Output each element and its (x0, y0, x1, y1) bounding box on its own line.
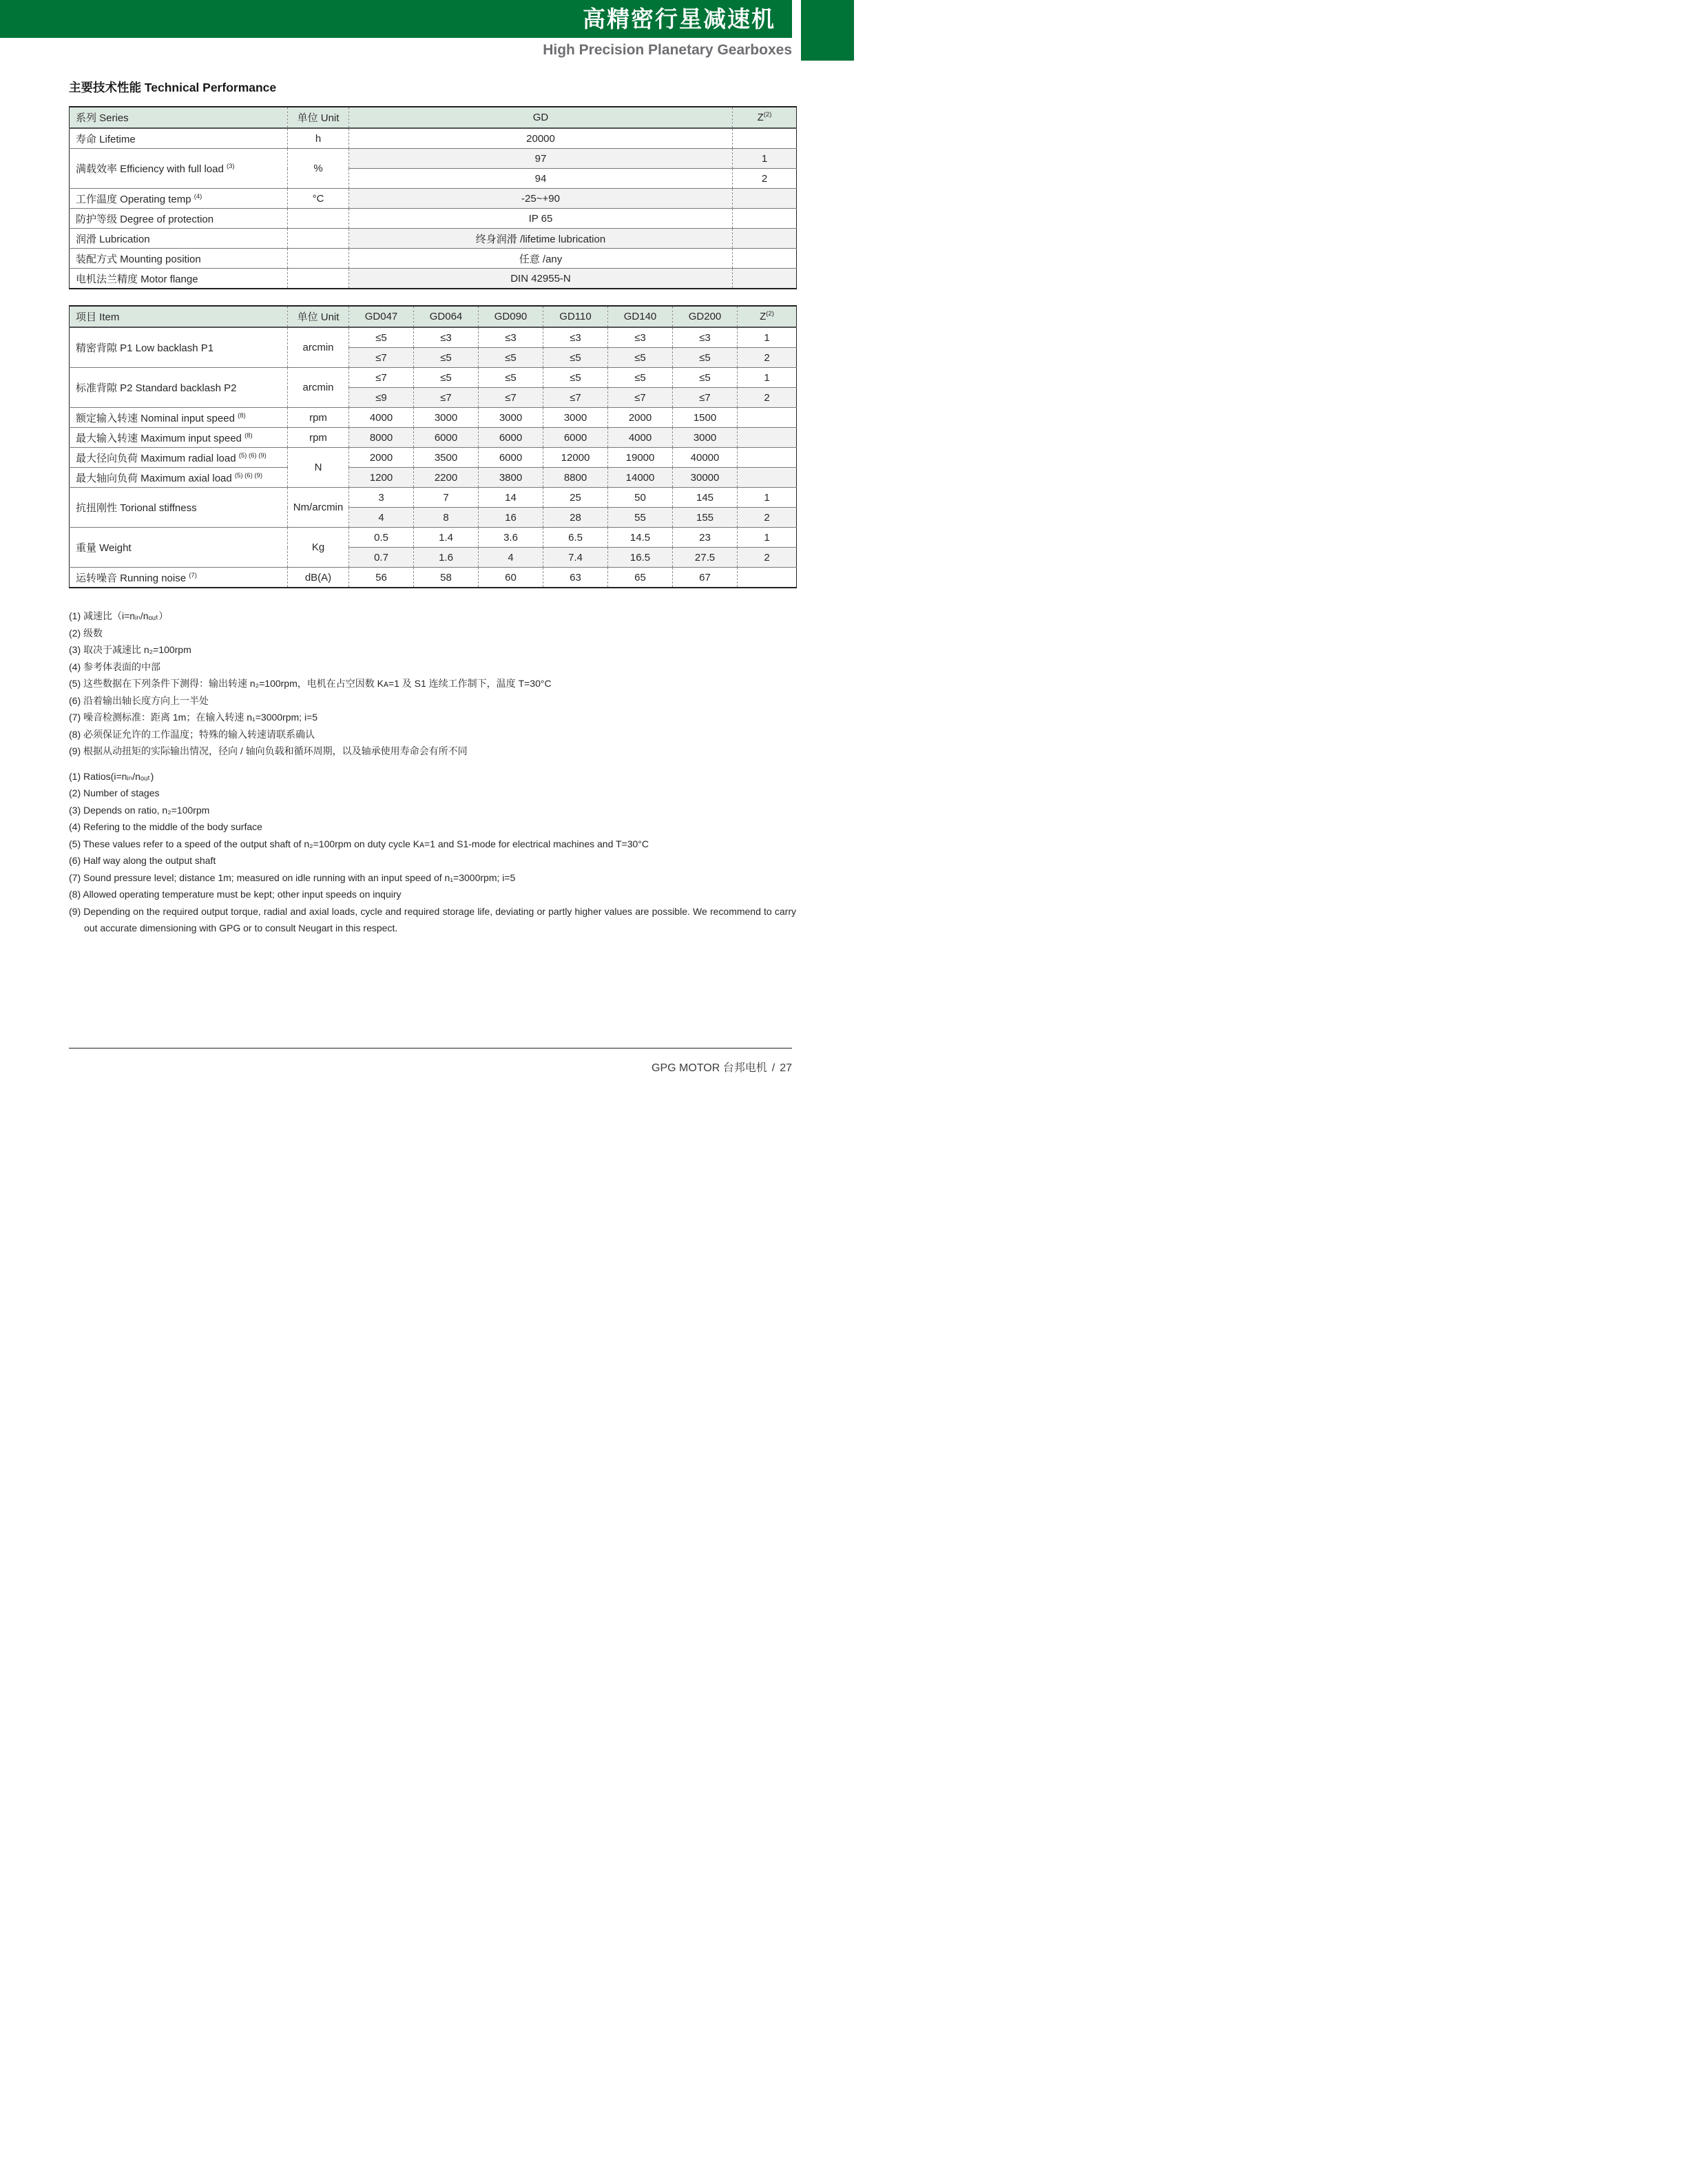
footnote-ref: (2) (766, 310, 774, 318)
footer-separator: / (771, 1062, 775, 1074)
table-header-row (70, 107, 797, 128)
t2-stiffness-s2-gd047: 4 (349, 508, 414, 528)
t2-axial-load-label: 最大轴向负荷 Maximum axial load $^{(5) (6) (9)}$ (70, 468, 288, 488)
note-zh-6: (6) 沿着输出轴长度方向上一半处 (69, 694, 209, 706)
t2-low-backlash-s2-gd200: ≤5 (673, 348, 738, 368)
t2-stiffness-s1-gd140: 50 (608, 488, 673, 508)
t1-mounting-label: 装配方式 Mounting position (70, 249, 288, 269)
footnote-ref: (8) (238, 411, 246, 420)
t1-motor-flange-unit (288, 269, 349, 289)
table-row (70, 189, 797, 209)
t2-running-noise-gd090: 60 (479, 568, 543, 588)
t1-mounting-unit (288, 249, 349, 269)
footnotes-chinese (69, 608, 796, 760)
table-row (70, 269, 797, 289)
footnote-ref: (8) (244, 431, 253, 440)
table-row (70, 149, 797, 169)
header-banner (0, 0, 792, 38)
footnotes-english (69, 768, 796, 937)
t1-lubrication-label: 润滑 Lubrication (70, 229, 288, 249)
note-en-8: (8) Allowed operating temperature must be kept; other input speeds on inquiry (69, 889, 402, 900)
t2-weight-s2-gd200: 27.5 (673, 548, 738, 568)
t2-weight-s1-gd090: 3.6 (479, 528, 543, 548)
note-zh-9: (9) 根据从动扭矩的实际输出情况，径向 / 轴向负载和循环周期，以及轴承使用寿命会有所不同 (69, 745, 468, 756)
column-header-gd140: GD140 (608, 306, 673, 327)
table-row (70, 128, 797, 149)
t2-radial-load-gd200: 40000 (673, 448, 738, 468)
column-header-z: $Z^{(2)}$ (738, 306, 797, 327)
t2-nominal-speed-z (738, 408, 797, 428)
t2-std-backlash-label: 标准背隙 P2 Standard backlash P2 (70, 368, 288, 408)
t2-low-backlash-label: 精密背隙 P1 Low backlash P1 (70, 327, 288, 368)
t2-stiffness-s2-gd200: 155 (673, 508, 738, 528)
t1-lifetime-unit: h (288, 128, 349, 149)
t2-std-backlash-s2-gd064: ≤7 (414, 388, 479, 408)
t2-max-speed-label: 最大输入转速 Maximum input speed $^{(8)}$ (70, 428, 288, 448)
table-row (70, 428, 797, 448)
t2-stiffness-unit: Nm/arcmin (288, 488, 349, 528)
t2-low-backlash-s1-gd064: ≤3 (414, 327, 479, 348)
note-en-5: (5) These values refer to a speed of the output shaft of n₂=100rpm on duty cycle Kᴀ=1 and S1-mode for electrical machines and T=30°C (69, 838, 649, 849)
footnote-ref: (5) (6) (9) (234, 471, 263, 479)
footnote-ref: (2) (763, 111, 772, 118)
footnotes (69, 608, 796, 937)
t2-std-backlash-s2-gd140: ≤7 (608, 388, 673, 408)
t2-weight-s1-gd200: 23 (673, 528, 738, 548)
footnote-ref: (5) (6) (9) (238, 451, 267, 459)
t2-load-unit: N (288, 448, 349, 488)
table-header-row (70, 306, 797, 327)
t1-lifetime-z (733, 128, 797, 149)
t2-stiffness-s2-z: 2 (738, 508, 797, 528)
column-header-gd200: GD200 (673, 306, 738, 327)
t2-running-noise-gd064: 58 (414, 568, 479, 588)
t2-low-backlash-unit: arcmin (288, 327, 349, 368)
table-row (70, 468, 797, 488)
table-row (70, 368, 797, 388)
model-items-table (69, 305, 797, 588)
t2-max-speed-z (738, 428, 797, 448)
note-zh-3: (3) 取决于减速比 n₂=100rpm (69, 644, 191, 655)
t2-weight-unit: Kg (288, 528, 349, 568)
t2-radial-load-gd110: 12000 (543, 448, 608, 468)
t1-lubrication-unit (288, 229, 349, 249)
t1-motor-flange-value: DIN 42955-N (349, 269, 733, 289)
t2-radial-load-label: 最大径向负荷 Maximum radial load $^{(5) (6) (9)}$ (70, 448, 288, 468)
t2-stiffness-s2-gd090: 16 (479, 508, 543, 528)
series-performance-table (69, 106, 797, 289)
note-zh-7: (7) 噪音检测标准：距离 1m；在输入转速 n₁=3000rpm; i=5 (69, 712, 318, 723)
column-header-item: 项目 Item (70, 306, 288, 327)
footer (69, 1059, 792, 1075)
column-header-unit: 单位 Unit (288, 107, 349, 128)
section-title: 主要技术性能 Technical Performance (69, 81, 277, 94)
t2-low-backlash-s1-gd140: ≤3 (608, 327, 673, 348)
t2-stiffness-s1-gd110: 25 (543, 488, 608, 508)
t2-max-speed-gd047: 8000 (349, 428, 414, 448)
table-row (70, 488, 797, 508)
table-row (70, 249, 797, 269)
t2-low-backlash-s2-gd140: ≤5 (608, 348, 673, 368)
table-row (70, 209, 797, 229)
t2-std-backlash-s2-gd047: ≤9 (349, 388, 414, 408)
t2-radial-load-gd047: 2000 (349, 448, 414, 468)
column-header-gd: GD (349, 107, 733, 128)
header-green-block (801, 0, 854, 61)
note-zh-2: (2) 级数 (69, 627, 103, 639)
t2-std-backlash-s1-z: 1 (738, 368, 797, 388)
t2-stiffness-s2-gd140: 55 (608, 508, 673, 528)
t2-std-backlash-s1-gd064: ≤5 (414, 368, 479, 388)
t2-running-noise-gd200: 67 (673, 568, 738, 588)
t2-radial-load-gd064: 3500 (414, 448, 479, 468)
t2-stiffness-s1-z: 1 (738, 488, 797, 508)
t1-operating-temp-value: -25~+90 (349, 189, 733, 209)
note-zh-5: (5) 这些数据在下列条件下测得：输出转速 n₂=100rpm，电机在占空因数 Kᴀ=1 及 S1 连续工作制下，温度 T=30°C (69, 678, 552, 689)
t2-stiffness-s1-gd064: 7 (414, 488, 479, 508)
note-en-1: (1) Ratios(i=nᵢₙ/nₒᵤₜ) (69, 770, 154, 782)
t1-lifetime-value: 20000 (349, 128, 733, 149)
t2-low-backlash-s1-gd090: ≤3 (479, 327, 543, 348)
column-header-z: $Z^{(2)}$ (733, 107, 797, 128)
t1-lubrication-z (733, 229, 797, 249)
column-header-unit: 单位 Unit (288, 306, 349, 327)
t2-std-backlash-s2-gd090: ≤7 (479, 388, 543, 408)
note-en-7: (7) Sound pressure level; distance 1m; measured on idle running with an input speed of n₁=3000rpm; i=5 (69, 871, 516, 883)
t2-running-noise-unit: dB(A) (288, 568, 349, 588)
t1-operating-temp-label: 工作温度 Operating temp $^{(4)}$ (70, 189, 288, 209)
t2-stiffness-label: 抗扭刚性 Torional stiffness (70, 488, 288, 528)
t2-weight-s1-gd047: 0.5 (349, 528, 414, 548)
t1-efficiency-z1: 1 (733, 149, 797, 169)
table-row (70, 448, 797, 468)
t1-efficiency-z2: 2 (733, 169, 797, 189)
t2-low-backlash-s2-gd064: ≤5 (414, 348, 479, 368)
t2-radial-load-gd090: 6000 (479, 448, 543, 468)
t1-protection-z (733, 209, 797, 229)
t2-radial-load-z (738, 448, 797, 468)
page-subtitle-en: High Precision Planetary Gearboxes (543, 42, 792, 58)
column-header-gd090: GD090 (479, 306, 543, 327)
t1-motor-flange-z (733, 269, 797, 289)
t1-mounting-value: 任意 /any (349, 249, 733, 269)
note-zh-8: (8) 必须保证允许的工作温度；特殊的输入转速请联系确认 (69, 728, 315, 740)
footnote-ref: (4) (194, 192, 202, 200)
t2-stiffness-s1-gd047: 3 (349, 488, 414, 508)
t1-efficiency-unit: % (288, 149, 349, 189)
t2-running-noise-gd110: 63 (543, 568, 608, 588)
t2-max-speed-gd200: 3000 (673, 428, 738, 448)
note-en-6: (6) Half way along the output shaft (69, 855, 216, 866)
t2-stiffness-s2-gd064: 8 (414, 508, 479, 528)
column-header-series: 系列 Series (70, 107, 288, 128)
table-row (70, 229, 797, 249)
t2-weight-s2-z: 2 (738, 548, 797, 568)
t2-running-noise-label: 运转噪音 Running noise $^{(7)}$ (76, 571, 197, 584)
t2-std-backlash-s2-z: 2 (738, 388, 797, 408)
t1-mounting-z (733, 249, 797, 269)
note-en-9: (9) Depending on the required output torque, radial and axial loads, cycle and required storage life, deviating or partly higher values are possible. We recommend to carry out accurate dimensioning with GPG or to consult Neugart in this respect. (69, 905, 796, 933)
t2-std-backlash-s1-gd200: ≤5 (673, 368, 738, 388)
column-header-gd047: GD047 (349, 306, 414, 327)
t2-nominal-speed-gd064: 3000 (414, 408, 479, 428)
t2-low-backlash-s1-z: 1 (738, 327, 797, 348)
table-row (70, 408, 797, 428)
t2-max-speed-gd140: 4000 (608, 428, 673, 448)
t2-std-backlash-s1-gd047: ≤7 (349, 368, 414, 388)
t1-lifetime-label: 寿命 Lifetime (70, 128, 288, 149)
t2-max-speed-gd110: 6000 (543, 428, 608, 448)
t2-running-noise-gd047: 56 (349, 568, 414, 588)
t2-nominal-speed-gd200: 1500 (673, 408, 738, 428)
t1-operating-temp-unit: °C (288, 189, 349, 209)
t1-efficiency-value-1stage: 97 (349, 149, 733, 169)
t2-weight-s2-gd110: 7.4 (543, 548, 608, 568)
t2-low-backlash-s1-gd200: ≤3 (673, 327, 738, 348)
t2-nominal-speed-unit: rpm (288, 408, 349, 428)
t2-weight-label: 重量 Weight (70, 528, 288, 568)
t2-nominal-speed-gd110: 3000 (543, 408, 608, 428)
note-zh-1: (1) 减速比（i=nᵢₙ/nₒᵤₜ） (69, 610, 169, 621)
t1-protection-label: 防护等级 Degree of protection (70, 209, 288, 229)
t2-running-noise-z (738, 568, 797, 588)
table-row (70, 327, 797, 348)
t2-low-backlash-s1-gd110: ≤3 (543, 327, 608, 348)
footnote-ref: (7) (189, 571, 197, 579)
t1-efficiency-label: 满载效率 Efficiency with full load $^{(3)}$ (70, 149, 288, 189)
table-row (70, 568, 797, 588)
footnote-ref: (3) (226, 163, 235, 170)
t2-std-backlash-s2-gd110: ≤7 (543, 388, 608, 408)
t2-weight-s1-gd064: 1.4 (414, 528, 479, 548)
t2-stiffness-s1-gd090: 14 (479, 488, 543, 508)
t2-nominal-speed-gd140: 2000 (608, 408, 673, 428)
footer-page-number: 27 (780, 1062, 792, 1074)
t2-weight-s2-gd140: 16.5 (608, 548, 673, 568)
t2-weight-s2-gd090: 4 (479, 548, 543, 568)
t2-std-backlash-s1-gd090: ≤5 (479, 368, 543, 388)
t1-motor-flange-label: 电机法兰精度 Motor flange (76, 273, 198, 285)
t2-radial-load-gd140: 19000 (608, 448, 673, 468)
t1-lubrication-value: 终身润滑 /lifetime lubrication (349, 229, 733, 249)
t2-stiffness-s1-gd200: 145 (673, 488, 738, 508)
t2-weight-s1-gd110: 6.5 (543, 528, 608, 548)
t2-axial-load-gd047: 1200 (349, 468, 414, 488)
t2-axial-load-gd110: 8800 (543, 468, 608, 488)
note-zh-4: (4) 参考体表面的中部 (69, 661, 160, 672)
t2-std-backlash-s1-gd110: ≤5 (543, 368, 608, 388)
t2-axial-load-gd090: 3800 (479, 468, 543, 488)
column-header-gd064: GD064 (414, 306, 479, 327)
t2-max-speed-unit: rpm (288, 428, 349, 448)
t2-max-speed-gd064: 6000 (414, 428, 479, 448)
t2-low-backlash-s2-gd090: ≤5 (479, 348, 543, 368)
t2-axial-load-z (738, 468, 797, 488)
t2-nominal-speed-gd090: 3000 (479, 408, 543, 428)
t2-axial-load-gd064: 2200 (414, 468, 479, 488)
t2-axial-load-gd140: 14000 (608, 468, 673, 488)
t1-efficiency-value-2stage: 94 (349, 169, 733, 189)
t2-axial-load-gd200: 30000 (673, 468, 738, 488)
t1-protection-unit (288, 209, 349, 229)
column-header-gd110: GD110 (543, 306, 608, 327)
t2-weight-s1-gd140: 14.5 (608, 528, 673, 548)
t2-max-speed-gd090: 6000 (479, 428, 543, 448)
t2-std-backlash-unit: arcmin (288, 368, 349, 408)
t2-nominal-speed-gd047: 4000 (349, 408, 414, 428)
t2-low-backlash-s2-gd110: ≤5 (543, 348, 608, 368)
t2-weight-s2-gd064: 1.6 (414, 548, 479, 568)
footer-brand: GPG MOTOR 台邦电机 (652, 1062, 767, 1074)
note-en-3: (3) Depends on ratio, n₂=100rpm (69, 804, 210, 816)
note-en-4: (4) Refering to the middle of the body surface (69, 821, 262, 832)
table-row (70, 528, 797, 548)
t1-protection-value: IP 65 (349, 209, 733, 229)
note-en-2: (2) Number of stages (69, 787, 160, 798)
t1-operating-temp-z (733, 189, 797, 209)
t2-nominal-speed-label: 额定输入转速 Nominal input speed $^{(8)}$ (70, 408, 288, 428)
t2-running-noise-gd140: 65 (608, 568, 673, 588)
t2-weight-s1-z: 1 (738, 528, 797, 548)
t2-std-backlash-s1-gd140: ≤5 (608, 368, 673, 388)
t2-weight-s2-gd047: 0.7 (349, 548, 414, 568)
t2-stiffness-s2-gd110: 28 (543, 508, 608, 528)
t2-low-backlash-s1-gd047: ≤5 (349, 327, 414, 348)
t2-low-backlash-s2-z: 2 (738, 348, 797, 368)
t2-low-backlash-s2-gd047: ≤7 (349, 348, 414, 368)
t2-std-backlash-s2-gd200: ≤7 (673, 388, 738, 408)
page-title-zh: 高精密行星减速机 (583, 6, 775, 32)
